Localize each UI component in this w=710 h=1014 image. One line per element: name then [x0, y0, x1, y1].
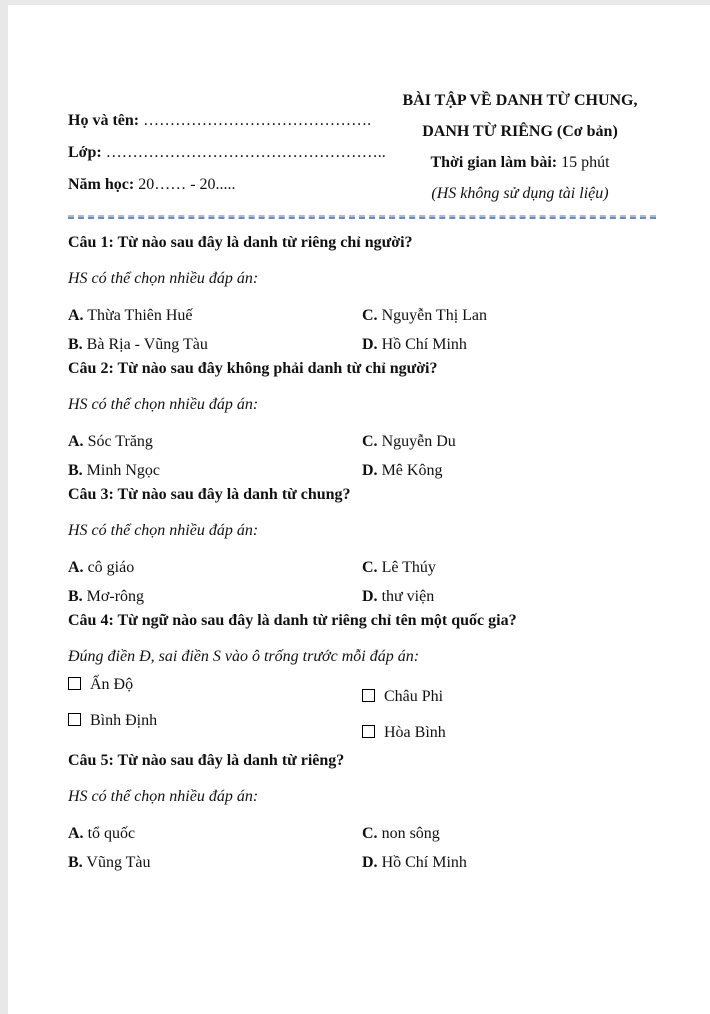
- question-1: [68, 233, 656, 359]
- option-letter: B.: [68, 461, 83, 479]
- question-3-instruction: HS có thể chọn nhiều đáp án:: [68, 522, 259, 539]
- option-letter: D.: [362, 461, 378, 479]
- option-c: [362, 825, 656, 843]
- question-2-title: Câu 2: Từ nào sau đây không phải danh từ chỉ người?: [68, 360, 438, 377]
- option-letter: B.: [68, 853, 83, 871]
- option-text: Thừa Thiên Huế: [87, 306, 193, 324]
- question-3: [68, 485, 656, 611]
- option-letter: C.: [362, 306, 378, 324]
- option-d: [362, 462, 656, 480]
- option-letter: B.: [68, 587, 83, 605]
- option-text: tổ quốc: [87, 824, 136, 842]
- header: [68, 85, 656, 209]
- student-info-block: [68, 105, 386, 201]
- option-b: [68, 462, 362, 480]
- student-name-row: [68, 105, 372, 137]
- student-class-blank: ……………………………………………..: [105, 144, 386, 161]
- question-3-title: Câu 3: Từ nào sau đây là danh từ chung?: [68, 486, 351, 503]
- option-text: Lê Thúy: [381, 558, 436, 576]
- option-c: [362, 307, 656, 325]
- checkbox-option-4: [362, 724, 656, 742]
- student-name-blank: …………………………………….: [143, 112, 372, 129]
- option-text: Ấn Độ: [90, 676, 134, 693]
- option-text: Bà Rịa - Vũng Tàu: [86, 335, 208, 353]
- option-c: [362, 559, 656, 577]
- question-2-options: [68, 427, 656, 485]
- option-text: Minh Ngọc: [86, 461, 160, 479]
- option-letter: A.: [68, 432, 84, 450]
- question-4: [68, 611, 656, 739]
- checkbox-icon: [362, 725, 375, 738]
- question-4-options: [68, 667, 656, 739]
- question-2-instruction: HS có thể chọn nhiều đáp án:: [68, 396, 259, 413]
- exam-note: (HS không sử dụng tài liệu): [431, 185, 609, 202]
- option-a: [68, 307, 362, 325]
- option-letter: C.: [362, 432, 378, 450]
- option-letter: C.: [362, 558, 378, 576]
- option-text: Bình Định: [90, 712, 158, 729]
- student-class-row: [68, 137, 386, 169]
- option-b: [68, 588, 362, 606]
- option-text: Hồ Chí Minh: [381, 335, 467, 353]
- option-letter: A.: [68, 558, 84, 576]
- option-text: Mê Kông: [381, 461, 443, 479]
- option-text: Hồ Chí Minh: [381, 853, 467, 871]
- option-letter: D.: [362, 853, 378, 871]
- question-4-instruction: Đúng điền Đ, sai điền S vào ô trống trước mỗi đáp án:: [68, 648, 420, 665]
- question-5-instruction: HS có thể chọn nhiều đáp án:: [68, 788, 259, 805]
- question-1-title: Câu 1: Từ nào sau đây là danh từ riêng chỉ người?: [68, 234, 413, 251]
- question-1-options: [68, 301, 656, 359]
- option-letter: A.: [68, 306, 84, 324]
- option-a: [68, 433, 362, 451]
- option-d: [362, 588, 656, 606]
- exam-duration-value: 15 phút: [561, 154, 610, 171]
- student-name-label: Họ và tên:: [68, 112, 140, 129]
- question-3-options: [68, 553, 656, 611]
- option-a: [68, 825, 362, 843]
- exam-duration-row: [384, 147, 656, 178]
- question-5-options: [68, 819, 656, 877]
- exam-duration-label: Thời gian làm bài:: [430, 154, 558, 171]
- option-text: Vũng Tàu: [86, 853, 151, 871]
- student-class-label: Lớp:: [68, 144, 102, 161]
- option-letter: B.: [68, 335, 83, 353]
- option-d: [362, 854, 656, 872]
- option-c: [362, 433, 656, 451]
- page-content: [8, 5, 710, 877]
- option-b: [68, 854, 362, 872]
- option-letter: C.: [362, 824, 378, 842]
- school-year-row: [68, 169, 368, 201]
- checkbox-option-1: [68, 676, 362, 694]
- question-4-title: Câu 4: Từ ngữ nào sau đây là danh từ riêng chỉ tên một quốc gia?: [68, 612, 517, 629]
- option-text: Nguyễn Thị Lan: [381, 306, 488, 324]
- question-2: [68, 359, 656, 485]
- option-text: Châu Phi: [384, 688, 444, 705]
- school-year-blank: 20…… - 20.....: [138, 176, 236, 193]
- option-text: Mơ-rông: [86, 587, 145, 605]
- exam-title-block: [384, 85, 656, 209]
- checkbox-option-3: [362, 688, 656, 706]
- option-a: [68, 559, 362, 577]
- option-text: Nguyễn Du: [381, 432, 456, 450]
- exam-title-line2: DANH TỪ RIÊNG (Cơ bản): [422, 123, 618, 140]
- option-b: [68, 336, 362, 354]
- dashed-divider: [68, 215, 656, 219]
- option-text: cô giáo: [87, 558, 135, 576]
- school-year-label: Năm học:: [68, 176, 135, 193]
- checkbox-icon: [68, 713, 81, 726]
- option-text: non sông: [381, 824, 440, 842]
- option-letter: D.: [362, 587, 378, 605]
- option-text: Hòa Bình: [384, 724, 446, 741]
- question-5: [68, 751, 656, 877]
- option-d: [362, 336, 656, 354]
- option-letter: D.: [362, 335, 378, 353]
- option-letter: A.: [68, 824, 84, 842]
- question-1-instruction: HS có thể chọn nhiều đáp án:: [68, 270, 259, 287]
- question-5-title: Câu 5: Từ nào sau đây là danh từ riêng?: [68, 752, 345, 769]
- checkbox-icon: [362, 689, 375, 702]
- checkbox-option-2: [68, 712, 362, 730]
- option-text: thư viện: [381, 587, 435, 605]
- exam-title-line1: BÀI TẬP VỀ DANH TỪ CHUNG,: [402, 92, 638, 109]
- option-text: Sóc Trăng: [87, 432, 153, 450]
- checkbox-icon: [68, 677, 81, 690]
